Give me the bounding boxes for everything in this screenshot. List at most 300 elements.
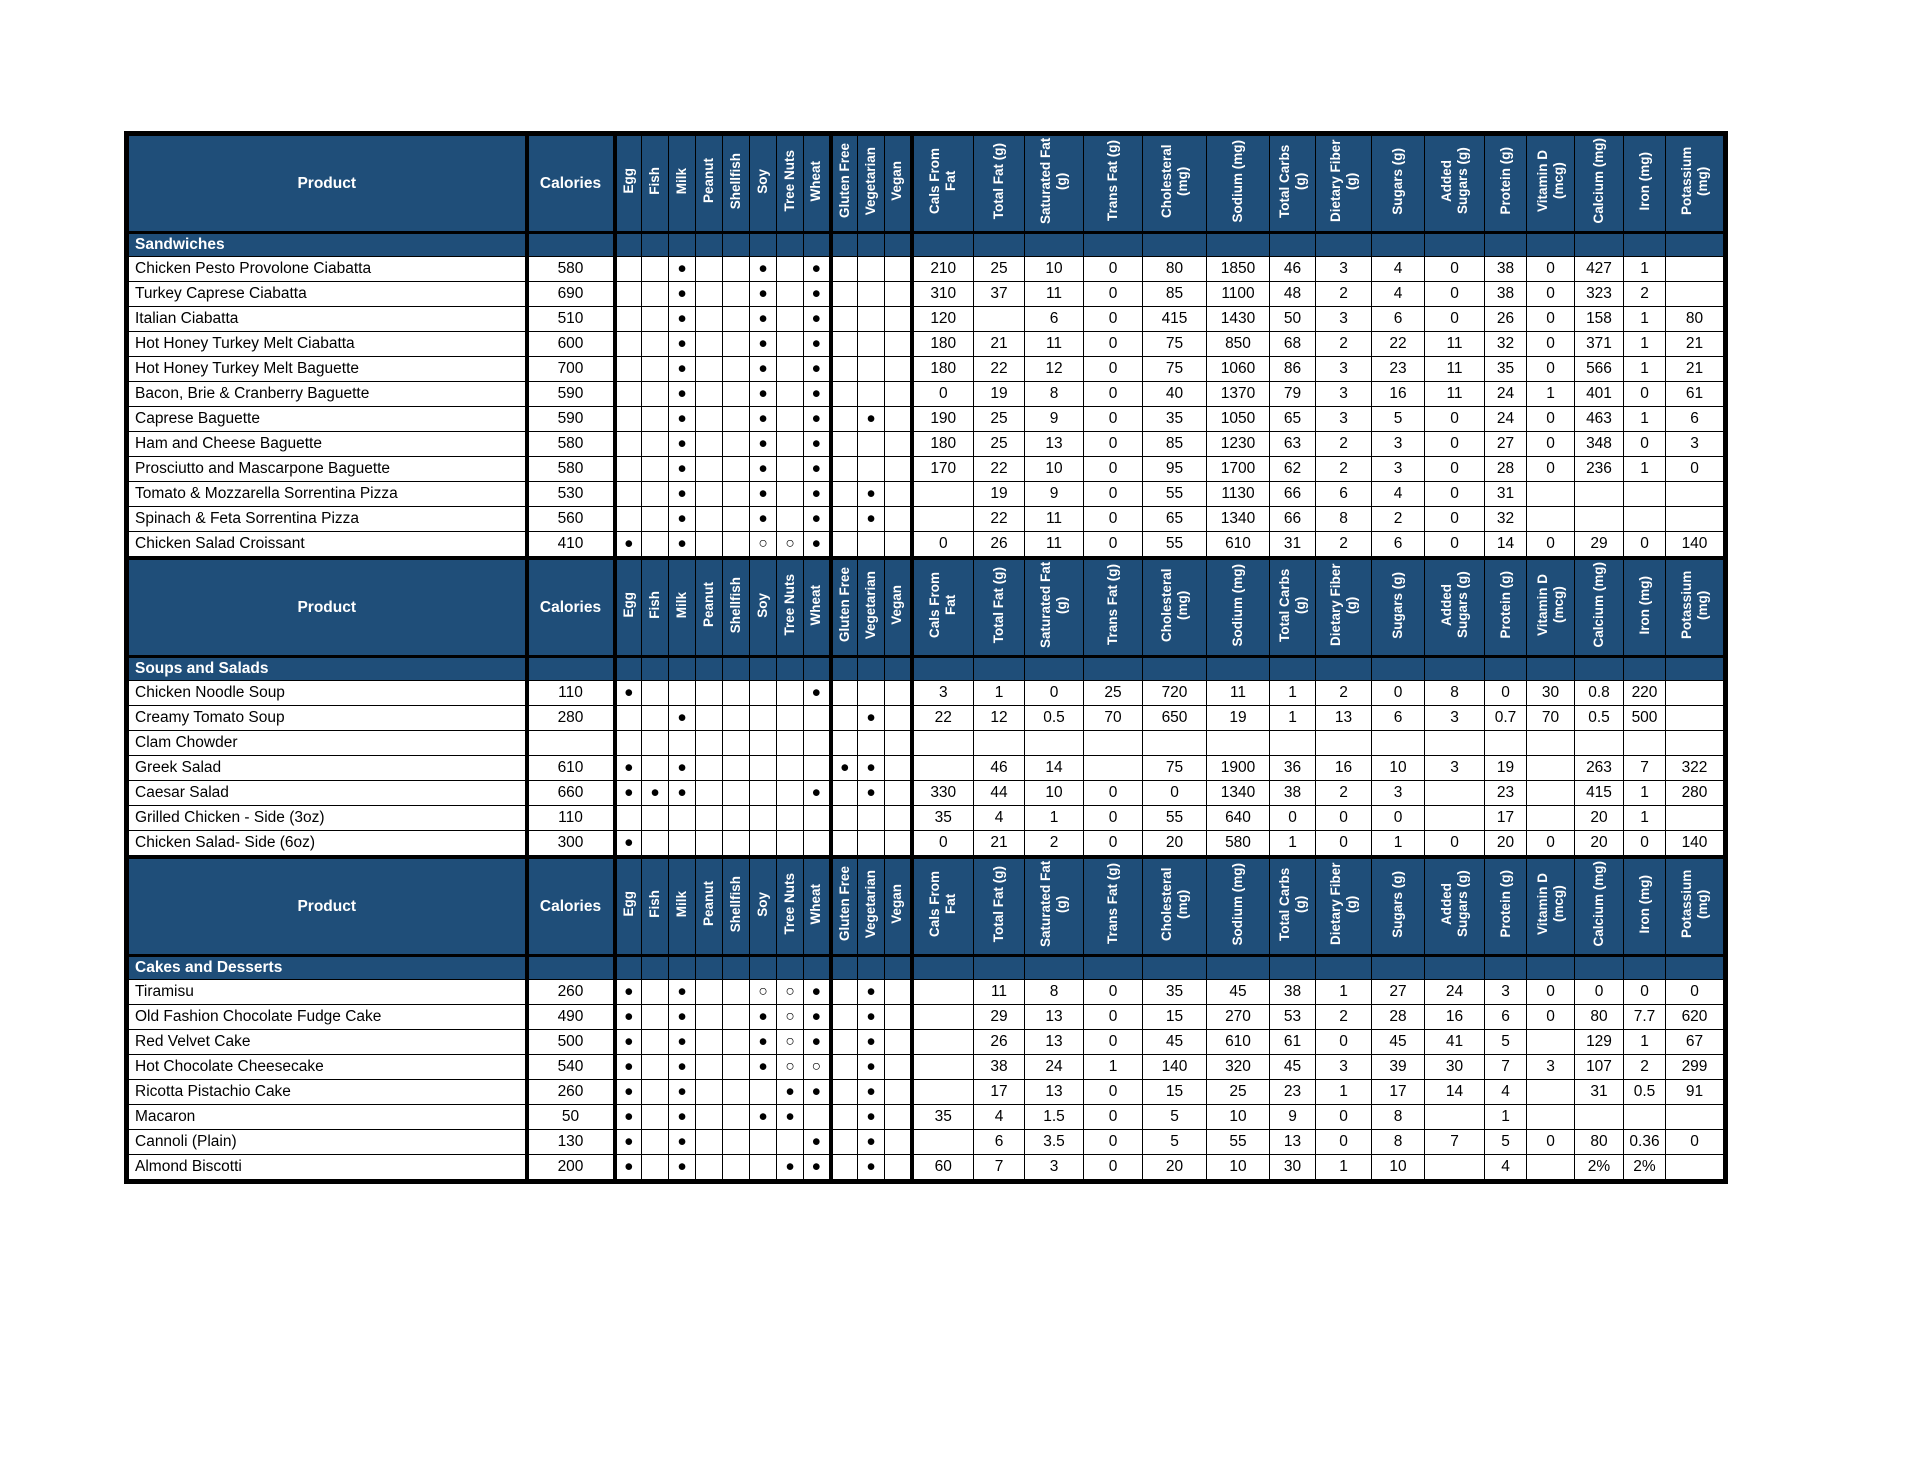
cell-wheat: ●: [804, 357, 831, 382]
cell-milk: ●: [669, 407, 696, 432]
cell-saturated-fat-g: 24: [1025, 1055, 1084, 1080]
cell-peanut: [696, 806, 723, 831]
cell-fish: [642, 307, 669, 332]
cell-cholesteral-mg: 415: [1143, 307, 1207, 332]
cell-protein-g: 0: [1485, 681, 1527, 706]
cell-saturated-fat-g: 2: [1025, 831, 1084, 858]
cell-iron-mg: 1: [1624, 407, 1666, 432]
column-header-vitamin-d-mcg: Vitamin D (mcg): [1527, 857, 1575, 956]
section-fill-cell: [1207, 956, 1270, 980]
cell-total-carbs-g: 48: [1270, 282, 1316, 307]
cell-egg: ●: [615, 1055, 642, 1080]
cell-vegan: [885, 482, 912, 507]
cell-protein-g: 26: [1485, 307, 1527, 332]
cell-potassium-mg: 67: [1666, 1030, 1726, 1055]
cell-sugars-g: 17: [1372, 1080, 1425, 1105]
cell-dietary-fiber-g: 0: [1316, 1130, 1372, 1155]
cell-peanut: [696, 706, 723, 731]
cell-protein-g: 3: [1485, 980, 1527, 1005]
cell-trans-fat-g: [1084, 756, 1143, 781]
cell-soy: [750, 756, 777, 781]
cell-total-fat-g: 4: [974, 806, 1025, 831]
cell-iron-mg: [1624, 731, 1666, 756]
column-header-sugars-g: Sugars (g): [1372, 134, 1425, 233]
cell-gluten-free: [831, 980, 858, 1005]
cell-total-fat-g: 11: [974, 980, 1025, 1005]
cell-added-sugars-g: 11: [1425, 357, 1485, 382]
cell-sugars-g: 23: [1372, 357, 1425, 382]
cell-tree-nuts: [777, 781, 804, 806]
column-header-fish: Fish: [642, 134, 669, 233]
cell-milk: ●: [669, 507, 696, 532]
cell-vegetarian: [858, 357, 885, 382]
cell-total-fat-g: 38: [974, 1055, 1025, 1080]
cell-total-fat-g: 12: [974, 706, 1025, 731]
cell-shellfish: [723, 257, 750, 282]
cell-vitamin-d-mcg: 0: [1527, 282, 1575, 307]
cell-fish: [642, 806, 669, 831]
cell-total-fat-g: 22: [974, 507, 1025, 532]
cell-protein-g: 23: [1485, 781, 1527, 806]
cell-vegetarian: [858, 332, 885, 357]
cell-total-fat-g: 19: [974, 382, 1025, 407]
cell-soy: ○: [750, 980, 777, 1005]
cell-calories: 410: [527, 532, 615, 559]
table-row: [127, 1130, 1726, 1155]
cell-shellfish: [723, 332, 750, 357]
cell-dietary-fiber-g: [1316, 731, 1372, 756]
cell-potassium-mg: 80: [1666, 307, 1726, 332]
cell-cholesteral-mg: 650: [1143, 706, 1207, 731]
column-header-dietary-fiber-g: Dietary Fiber (g): [1316, 558, 1372, 657]
cell-vitamin-d-mcg: 0: [1527, 1130, 1575, 1155]
cell-total-carbs-g: 38: [1270, 980, 1316, 1005]
cell-egg: [615, 257, 642, 282]
cell-peanut: [696, 831, 723, 858]
cell-cals-from-fat: 210: [912, 257, 974, 282]
cell-vegetarian: [858, 457, 885, 482]
header-row: [127, 558, 1726, 657]
header-row: [127, 857, 1726, 956]
cell-sugars-g: 8: [1372, 1130, 1425, 1155]
column-header-total-fat-g: Total Fat (g): [974, 857, 1025, 956]
cell-iron-mg: 0: [1624, 831, 1666, 858]
section-fill-cell: [723, 956, 750, 980]
cell-cals-from-fat: [912, 756, 974, 781]
cell-vegan: [885, 806, 912, 831]
cell-dietary-fiber-g: 3: [1316, 307, 1372, 332]
column-header-fish: Fish: [642, 857, 669, 956]
cell-vitamin-d-mcg: 0: [1527, 332, 1575, 357]
section-fill-cell: [1666, 657, 1726, 681]
cell-calories: 600: [527, 332, 615, 357]
column-header-sodium-mg: Sodium (mg): [1207, 558, 1270, 657]
cell-vegan: [885, 407, 912, 432]
column-header-trans-fat-g: Trans Fat (g): [1084, 134, 1143, 233]
column-header-tree-nuts: Tree Nuts: [777, 558, 804, 657]
cell-cholesteral-mg: 35: [1143, 980, 1207, 1005]
section-fill-cell: [1207, 233, 1270, 257]
section-fill-cell: [750, 956, 777, 980]
cell-dietary-fiber-g: 1: [1316, 1080, 1372, 1105]
cell-trans-fat-g: 0: [1084, 806, 1143, 831]
cell-trans-fat-g: 0: [1084, 831, 1143, 858]
section-fill-cell: [1316, 233, 1372, 257]
cell-cholesteral-mg: 5: [1143, 1105, 1207, 1130]
cell-peanut: [696, 382, 723, 407]
cell-peanut: [696, 457, 723, 482]
cell-sodium-mg: 640: [1207, 806, 1270, 831]
product-name-cell: Spinach & Feta Sorrentina Pizza: [127, 507, 527, 532]
cell-vitamin-d-mcg: 0: [1527, 257, 1575, 282]
cell-calories: 490: [527, 1005, 615, 1030]
cell-gluten-free: [831, 1030, 858, 1055]
cell-tree-nuts: [777, 756, 804, 781]
column-header-dietary-fiber-g: Dietary Fiber (g): [1316, 134, 1372, 233]
cell-egg: [615, 507, 642, 532]
cell-dietary-fiber-g: 3: [1316, 257, 1372, 282]
cell-potassium-mg: 299: [1666, 1055, 1726, 1080]
column-header-sugars-g: Sugars (g): [1372, 857, 1425, 956]
cell-fish: [642, 507, 669, 532]
cell-protein-g: 17: [1485, 806, 1527, 831]
section-fill-cell: [1425, 956, 1485, 980]
cell-milk: ●: [669, 1155, 696, 1182]
cell-vegan: [885, 432, 912, 457]
cell-dietary-fiber-g: 1: [1316, 1155, 1372, 1182]
cell-tree-nuts: [777, 681, 804, 706]
cell-wheat: ●: [804, 681, 831, 706]
cell-total-fat-g: 37: [974, 282, 1025, 307]
cell-cals-from-fat: [912, 1080, 974, 1105]
cell-shellfish: [723, 806, 750, 831]
cell-cholesteral-mg: 15: [1143, 1080, 1207, 1105]
section-fill-cell: [1270, 956, 1316, 980]
cell-iron-mg: 0.5: [1624, 1080, 1666, 1105]
cell-protein-g: 4: [1485, 1155, 1527, 1182]
cell-vitamin-d-mcg: [1527, 1105, 1575, 1130]
column-header-wheat: Wheat: [804, 558, 831, 657]
cell-wheat: ●: [804, 980, 831, 1005]
cell-vegetarian: ●: [858, 1005, 885, 1030]
cell-protein-g: 20: [1485, 831, 1527, 858]
cell-total-carbs-g: 31: [1270, 532, 1316, 559]
section-fill-cell: [1372, 956, 1425, 980]
cell-vitamin-d-mcg: 0: [1527, 307, 1575, 332]
cell-wheat: ○: [804, 1055, 831, 1080]
cell-fish: [642, 1155, 669, 1182]
cell-soy: ●: [750, 482, 777, 507]
cell-dietary-fiber-g: 0: [1316, 1105, 1372, 1130]
table-row: [127, 980, 1726, 1005]
column-header-calcium-mg: Calcium (mg): [1575, 558, 1624, 657]
column-header-product: Product: [127, 134, 527, 233]
cell-added-sugars-g: 0: [1425, 407, 1485, 432]
section-fill-cell: [723, 657, 750, 681]
cell-wheat: ●: [804, 507, 831, 532]
cell-protein-g: 7: [1485, 1055, 1527, 1080]
column-header-saturated-fat-g: Saturated Fat (g): [1025, 134, 1084, 233]
cell-milk: ●: [669, 1080, 696, 1105]
cell-sugars-g: 0: [1372, 806, 1425, 831]
cell-peanut: [696, 1030, 723, 1055]
cell-gluten-free: [831, 731, 858, 756]
column-header-calories: Calories: [527, 857, 615, 956]
cell-potassium-mg: [1666, 1155, 1726, 1182]
cell-gluten-free: [831, 781, 858, 806]
column-header-vegetarian: Vegetarian: [858, 857, 885, 956]
cell-peanut: [696, 1105, 723, 1130]
section-fill-cell: [615, 657, 642, 681]
product-name-cell: Old Fashion Chocolate Fudge Cake: [127, 1005, 527, 1030]
cell-trans-fat-g: 1: [1084, 1055, 1143, 1080]
cell-saturated-fat-g: 3: [1025, 1155, 1084, 1182]
product-name-cell: Hot Honey Turkey Melt Ciabatta: [127, 332, 527, 357]
cell-added-sugars-g: 0: [1425, 307, 1485, 332]
cell-trans-fat-g: 0: [1084, 282, 1143, 307]
cell-vegetarian: [858, 806, 885, 831]
cell-fish: [642, 1030, 669, 1055]
cell-gluten-free: [831, 432, 858, 457]
cell-soy: ●: [750, 307, 777, 332]
cell-tree-nuts: [777, 507, 804, 532]
cell-fish: [642, 1080, 669, 1105]
section-fill-cell: [1372, 233, 1425, 257]
cell-sodium-mg: 580: [1207, 831, 1270, 858]
column-header-potassium-mg: Potassium (mg): [1666, 134, 1726, 233]
product-name-cell: Caesar Salad: [127, 781, 527, 806]
cell-vegetarian: ●: [858, 1055, 885, 1080]
table-row: [127, 781, 1726, 806]
cell-sugars-g: 28: [1372, 1005, 1425, 1030]
cell-potassium-mg: 3: [1666, 432, 1726, 457]
cell-iron-mg: 1: [1624, 457, 1666, 482]
section-fill-cell: [912, 233, 974, 257]
cell-cholesteral-mg: [1143, 731, 1207, 756]
product-name-cell: Tomato & Mozzarella Sorrentina Pizza: [127, 482, 527, 507]
cell-total-carbs-g: 13: [1270, 1130, 1316, 1155]
cell-sugars-g: 3: [1372, 781, 1425, 806]
section-fill-cell: [1575, 657, 1624, 681]
cell-added-sugars-g: 8: [1425, 681, 1485, 706]
table-row: [127, 357, 1726, 382]
cell-egg: ●: [615, 681, 642, 706]
cell-fish: [642, 1005, 669, 1030]
cell-egg: ●: [615, 1105, 642, 1130]
column-header-added-sugars-g: Added Sugars (g): [1425, 134, 1485, 233]
cell-sugars-g: 22: [1372, 332, 1425, 357]
column-header-saturated-fat-g: Saturated Fat (g): [1025, 558, 1084, 657]
cell-milk: ●: [669, 382, 696, 407]
column-header-milk: Milk: [669, 134, 696, 233]
cell-trans-fat-g: 0: [1084, 1030, 1143, 1055]
cell-vitamin-d-mcg: 0: [1527, 357, 1575, 382]
product-name-cell: Clam Chowder: [127, 731, 527, 756]
cell-potassium-mg: [1666, 507, 1726, 532]
cell-protein-g: 19: [1485, 756, 1527, 781]
cell-cholesteral-mg: 20: [1143, 831, 1207, 858]
section-fill-cell: [1025, 233, 1084, 257]
cell-peanut: [696, 980, 723, 1005]
section-fill-cell: [750, 233, 777, 257]
cell-calories: 690: [527, 282, 615, 307]
cell-trans-fat-g: 0: [1084, 332, 1143, 357]
cell-total-fat-g: 21: [974, 332, 1025, 357]
section-fill-cell: [804, 657, 831, 681]
cell-added-sugars-g: 0: [1425, 507, 1485, 532]
cell-protein-g: 14: [1485, 532, 1527, 559]
cell-sodium-mg: 55: [1207, 1130, 1270, 1155]
cell-sodium-mg: 10: [1207, 1155, 1270, 1182]
cell-fish: [642, 1105, 669, 1130]
cell-potassium-mg: 6: [1666, 407, 1726, 432]
cell-cholesteral-mg: 75: [1143, 332, 1207, 357]
cell-dietary-fiber-g: 3: [1316, 407, 1372, 432]
cell-vitamin-d-mcg: 0: [1527, 432, 1575, 457]
section-fill-cell: [1143, 657, 1207, 681]
cell-added-sugars-g: 14: [1425, 1080, 1485, 1105]
product-name-cell: Chicken Noodle Soup: [127, 681, 527, 706]
section-fill-cell: [974, 657, 1025, 681]
cell-milk: ●: [669, 1105, 696, 1130]
column-header-sodium-mg: Sodium (mg): [1207, 134, 1270, 233]
cell-cholesteral-mg: 35: [1143, 407, 1207, 432]
cell-dietary-fiber-g: 2: [1316, 1005, 1372, 1030]
cell-vegan: [885, 282, 912, 307]
section-fill-cell: [669, 233, 696, 257]
cell-added-sugars-g: 16: [1425, 1005, 1485, 1030]
cell-egg: ●: [615, 532, 642, 559]
cell-egg: [615, 706, 642, 731]
section-fill-cell: [1425, 233, 1485, 257]
cell-fish: [642, 257, 669, 282]
column-header-vitamin-d-mcg: Vitamin D (mcg): [1527, 558, 1575, 657]
column-header-iron-mg: Iron (mg): [1624, 558, 1666, 657]
cell-calories: 500: [527, 1030, 615, 1055]
column-header-vegan: Vegan: [885, 134, 912, 233]
product-name-cell: Red Velvet Cake: [127, 1030, 527, 1055]
column-header-shellfish: Shellfish: [723, 558, 750, 657]
cell-peanut: [696, 1080, 723, 1105]
cell-shellfish: [723, 1030, 750, 1055]
column-header-wheat: Wheat: [804, 857, 831, 956]
section-fill-cell: [912, 956, 974, 980]
cell-calcium-mg: 263: [1575, 756, 1624, 781]
cell-calcium-mg: 348: [1575, 432, 1624, 457]
column-header-peanut: Peanut: [696, 134, 723, 233]
cell-vegetarian: ●: [858, 756, 885, 781]
cell-calories: 260: [527, 980, 615, 1005]
cell-trans-fat-g: 0: [1084, 1155, 1143, 1182]
cell-calcium-mg: 29: [1575, 532, 1624, 559]
cell-added-sugars-g: 0: [1425, 482, 1485, 507]
section-title: Cakes and Desserts: [127, 956, 527, 980]
cell-calcium-mg: [1575, 507, 1624, 532]
cell-dietary-fiber-g: 16: [1316, 756, 1372, 781]
cell-cals-from-fat: 120: [912, 307, 974, 332]
table-row: [127, 482, 1726, 507]
cell-calcium-mg: 80: [1575, 1005, 1624, 1030]
cell-protein-g: 4: [1485, 1080, 1527, 1105]
cell-cals-from-fat: 330: [912, 781, 974, 806]
cell-dietary-fiber-g: 2: [1316, 532, 1372, 559]
cell-protein-g: 6: [1485, 1005, 1527, 1030]
cell-potassium-mg: 0: [1666, 1130, 1726, 1155]
cell-calcium-mg: 20: [1575, 831, 1624, 858]
section-fill-cell: [1485, 657, 1527, 681]
cell-peanut: [696, 507, 723, 532]
cell-dietary-fiber-g: 0: [1316, 1030, 1372, 1055]
column-header-potassium-mg: Potassium (mg): [1666, 857, 1726, 956]
product-name-cell: Italian Ciabatta: [127, 307, 527, 332]
cell-vegetarian: ●: [858, 706, 885, 731]
cell-trans-fat-g: 0: [1084, 407, 1143, 432]
cell-vitamin-d-mcg: 3: [1527, 1055, 1575, 1080]
section-fill-cell: [885, 233, 912, 257]
cell-vitamin-d-mcg: 0: [1527, 407, 1575, 432]
cell-gluten-free: [831, 1105, 858, 1130]
cell-cals-from-fat: 22: [912, 706, 974, 731]
cell-shellfish: [723, 357, 750, 382]
cell-total-fat-g: 46: [974, 756, 1025, 781]
cell-calories: 50: [527, 1105, 615, 1130]
cell-cals-from-fat: 180: [912, 332, 974, 357]
cell-gluten-free: [831, 407, 858, 432]
cell-vegetarian: ●: [858, 1080, 885, 1105]
column-header-total-carbs-g: Total Carbs (g): [1270, 857, 1316, 956]
cell-total-carbs-g: 9: [1270, 1105, 1316, 1130]
cell-vegetarian: [858, 681, 885, 706]
cell-protein-g: 32: [1485, 507, 1527, 532]
cell-wheat: ●: [804, 432, 831, 457]
column-header-total-carbs-g: Total Carbs (g): [1270, 558, 1316, 657]
cell-calcium-mg: 0.5: [1575, 706, 1624, 731]
cell-shellfish: [723, 1005, 750, 1030]
cell-iron-mg: 0.36: [1624, 1130, 1666, 1155]
column-header-trans-fat-g: Trans Fat (g): [1084, 558, 1143, 657]
cell-egg: ●: [615, 781, 642, 806]
section-fill-cell: [1084, 956, 1143, 980]
table-row: [127, 532, 1726, 559]
column-header-tree-nuts: Tree Nuts: [777, 134, 804, 233]
column-header-peanut: Peanut: [696, 558, 723, 657]
cell-total-fat-g: 29: [974, 1005, 1025, 1030]
cell-soy: [750, 731, 777, 756]
cell-sugars-g: 6: [1372, 307, 1425, 332]
cell-dietary-fiber-g: 13: [1316, 706, 1372, 731]
cell-added-sugars-g: 41: [1425, 1030, 1485, 1055]
cell-peanut: [696, 532, 723, 559]
cell-potassium-mg: [1666, 482, 1726, 507]
cell-calcium-mg: 129: [1575, 1030, 1624, 1055]
cell-iron-mg: 1: [1624, 1030, 1666, 1055]
cell-sugars-g: 10: [1372, 756, 1425, 781]
cell-sodium-mg: [1207, 731, 1270, 756]
column-header-shellfish: Shellfish: [723, 857, 750, 956]
cell-milk: ●: [669, 980, 696, 1005]
cell-protein-g: 24: [1485, 382, 1527, 407]
section-fill-cell: [974, 956, 1025, 980]
cell-vegan: [885, 1005, 912, 1030]
cell-trans-fat-g: 0: [1084, 432, 1143, 457]
cell-total-carbs-g: 1: [1270, 681, 1316, 706]
cell-peanut: [696, 1130, 723, 1155]
section-fill-cell: [1143, 233, 1207, 257]
cell-sodium-mg: 10: [1207, 1105, 1270, 1130]
cell-total-fat-g: 17: [974, 1080, 1025, 1105]
cell-fish: [642, 332, 669, 357]
cell-wheat: ●: [804, 1005, 831, 1030]
